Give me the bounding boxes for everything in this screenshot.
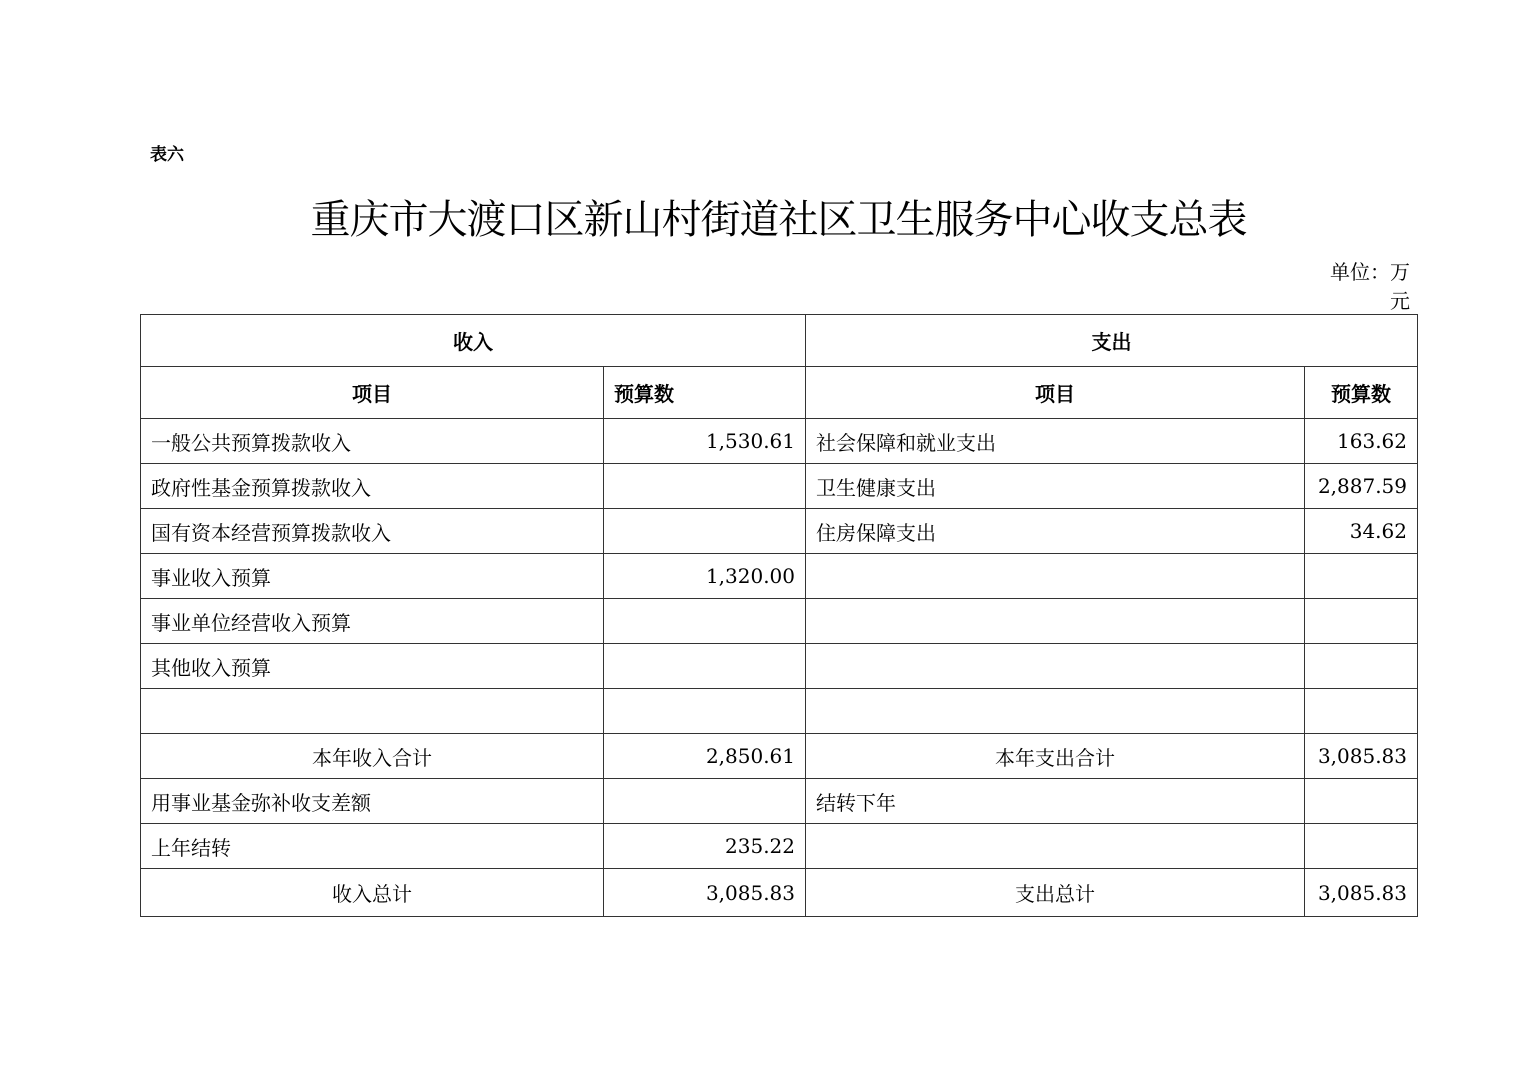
expense-value-cell: 3,085.83: [1305, 734, 1418, 779]
table-row: [141, 554, 1418, 599]
document-title: 重庆市大渡口区新山村街道社区卫生服务中心收支总表: [310, 197, 1247, 243]
income-value-cell: [604, 509, 806, 554]
table-row-subtotal: [141, 734, 1418, 779]
income-value-cell: 235.22: [604, 824, 806, 869]
table-row: [141, 464, 1418, 509]
expense-value-cell: [1305, 644, 1418, 689]
income-value-cell: 2,850.61: [604, 734, 806, 779]
income-item-cell: 收入总计: [141, 869, 604, 917]
income-item-cell: 本年收入合计: [141, 734, 604, 779]
expense-item-cell: [806, 599, 1305, 644]
header-expense: 支出: [806, 315, 1418, 367]
unit-note: [1318, 258, 1410, 316]
income-value-cell: 3,085.83: [604, 869, 806, 917]
expense-value-cell: 163.62: [1305, 419, 1418, 464]
table-number-label: 表六: [150, 145, 184, 165]
table-row-total: [141, 869, 1418, 917]
income-item-cell: 上年结转: [141, 824, 604, 869]
income-value-cell: [604, 779, 806, 824]
header-expense-budget: 预算数: [1305, 367, 1418, 419]
expense-value-cell: 3,085.83: [1305, 869, 1418, 917]
budget-summary-table: [140, 314, 1418, 917]
unit-note-line1: 单位：万: [1330, 260, 1410, 284]
expense-item-cell: 社会保障和就业支出: [806, 419, 1305, 464]
expense-value-cell: 2,887.59: [1305, 464, 1418, 509]
table-row: [141, 419, 1418, 464]
income-item-cell: 事业收入预算: [141, 554, 604, 599]
income-value-cell: [604, 644, 806, 689]
income-item-cell: 国有资本经营预算拨款收入: [141, 509, 604, 554]
income-value-cell: [604, 599, 806, 644]
expense-value-cell: [1305, 554, 1418, 599]
expense-value-cell: [1305, 689, 1418, 734]
table-header-row-sections: [141, 315, 1418, 367]
income-value-cell: [604, 464, 806, 509]
expense-item-cell: 本年支出合计: [806, 734, 1305, 779]
expense-value-cell: [1305, 599, 1418, 644]
income-value-cell: 1,320.00: [604, 554, 806, 599]
header-income-budget: 预算数: [604, 367, 806, 419]
expense-item-cell: 结转下年: [806, 779, 1305, 824]
income-value-cell: 1,530.61: [604, 419, 806, 464]
expense-item-cell: [806, 824, 1305, 869]
table-row: [141, 779, 1418, 824]
expense-value-cell: [1305, 779, 1418, 824]
income-item-cell: 事业单位经营收入预算: [141, 599, 604, 644]
header-income-item: 项目: [141, 367, 604, 419]
unit-note-line2: 元: [1390, 289, 1410, 313]
income-value-cell: [604, 689, 806, 734]
table-header-row-columns: [141, 367, 1418, 419]
income-item-cell: 政府性基金预算拨款收入: [141, 464, 604, 509]
income-item-cell: 其他收入预算: [141, 644, 604, 689]
table-row: [141, 824, 1418, 869]
income-item-cell: [141, 689, 604, 734]
income-item-cell: 一般公共预算拨款收入: [141, 419, 604, 464]
expense-value-cell: [1305, 824, 1418, 869]
expense-item-cell: 支出总计: [806, 869, 1305, 917]
expense-item-cell: 卫生健康支出: [806, 464, 1305, 509]
header-income: 收入: [141, 315, 806, 367]
income-item-cell: 用事业基金弥补收支差额: [141, 779, 604, 824]
table-row: [141, 509, 1418, 554]
table-row: [141, 644, 1418, 689]
expense-item-cell: [806, 554, 1305, 599]
table-row: [141, 689, 1418, 734]
expense-item-cell: [806, 644, 1305, 689]
header-expense-item: 项目: [806, 367, 1305, 419]
expense-item-cell: 住房保障支出: [806, 509, 1305, 554]
table-row: [141, 599, 1418, 644]
expense-value-cell: 34.62: [1305, 509, 1418, 554]
expense-item-cell: [806, 689, 1305, 734]
